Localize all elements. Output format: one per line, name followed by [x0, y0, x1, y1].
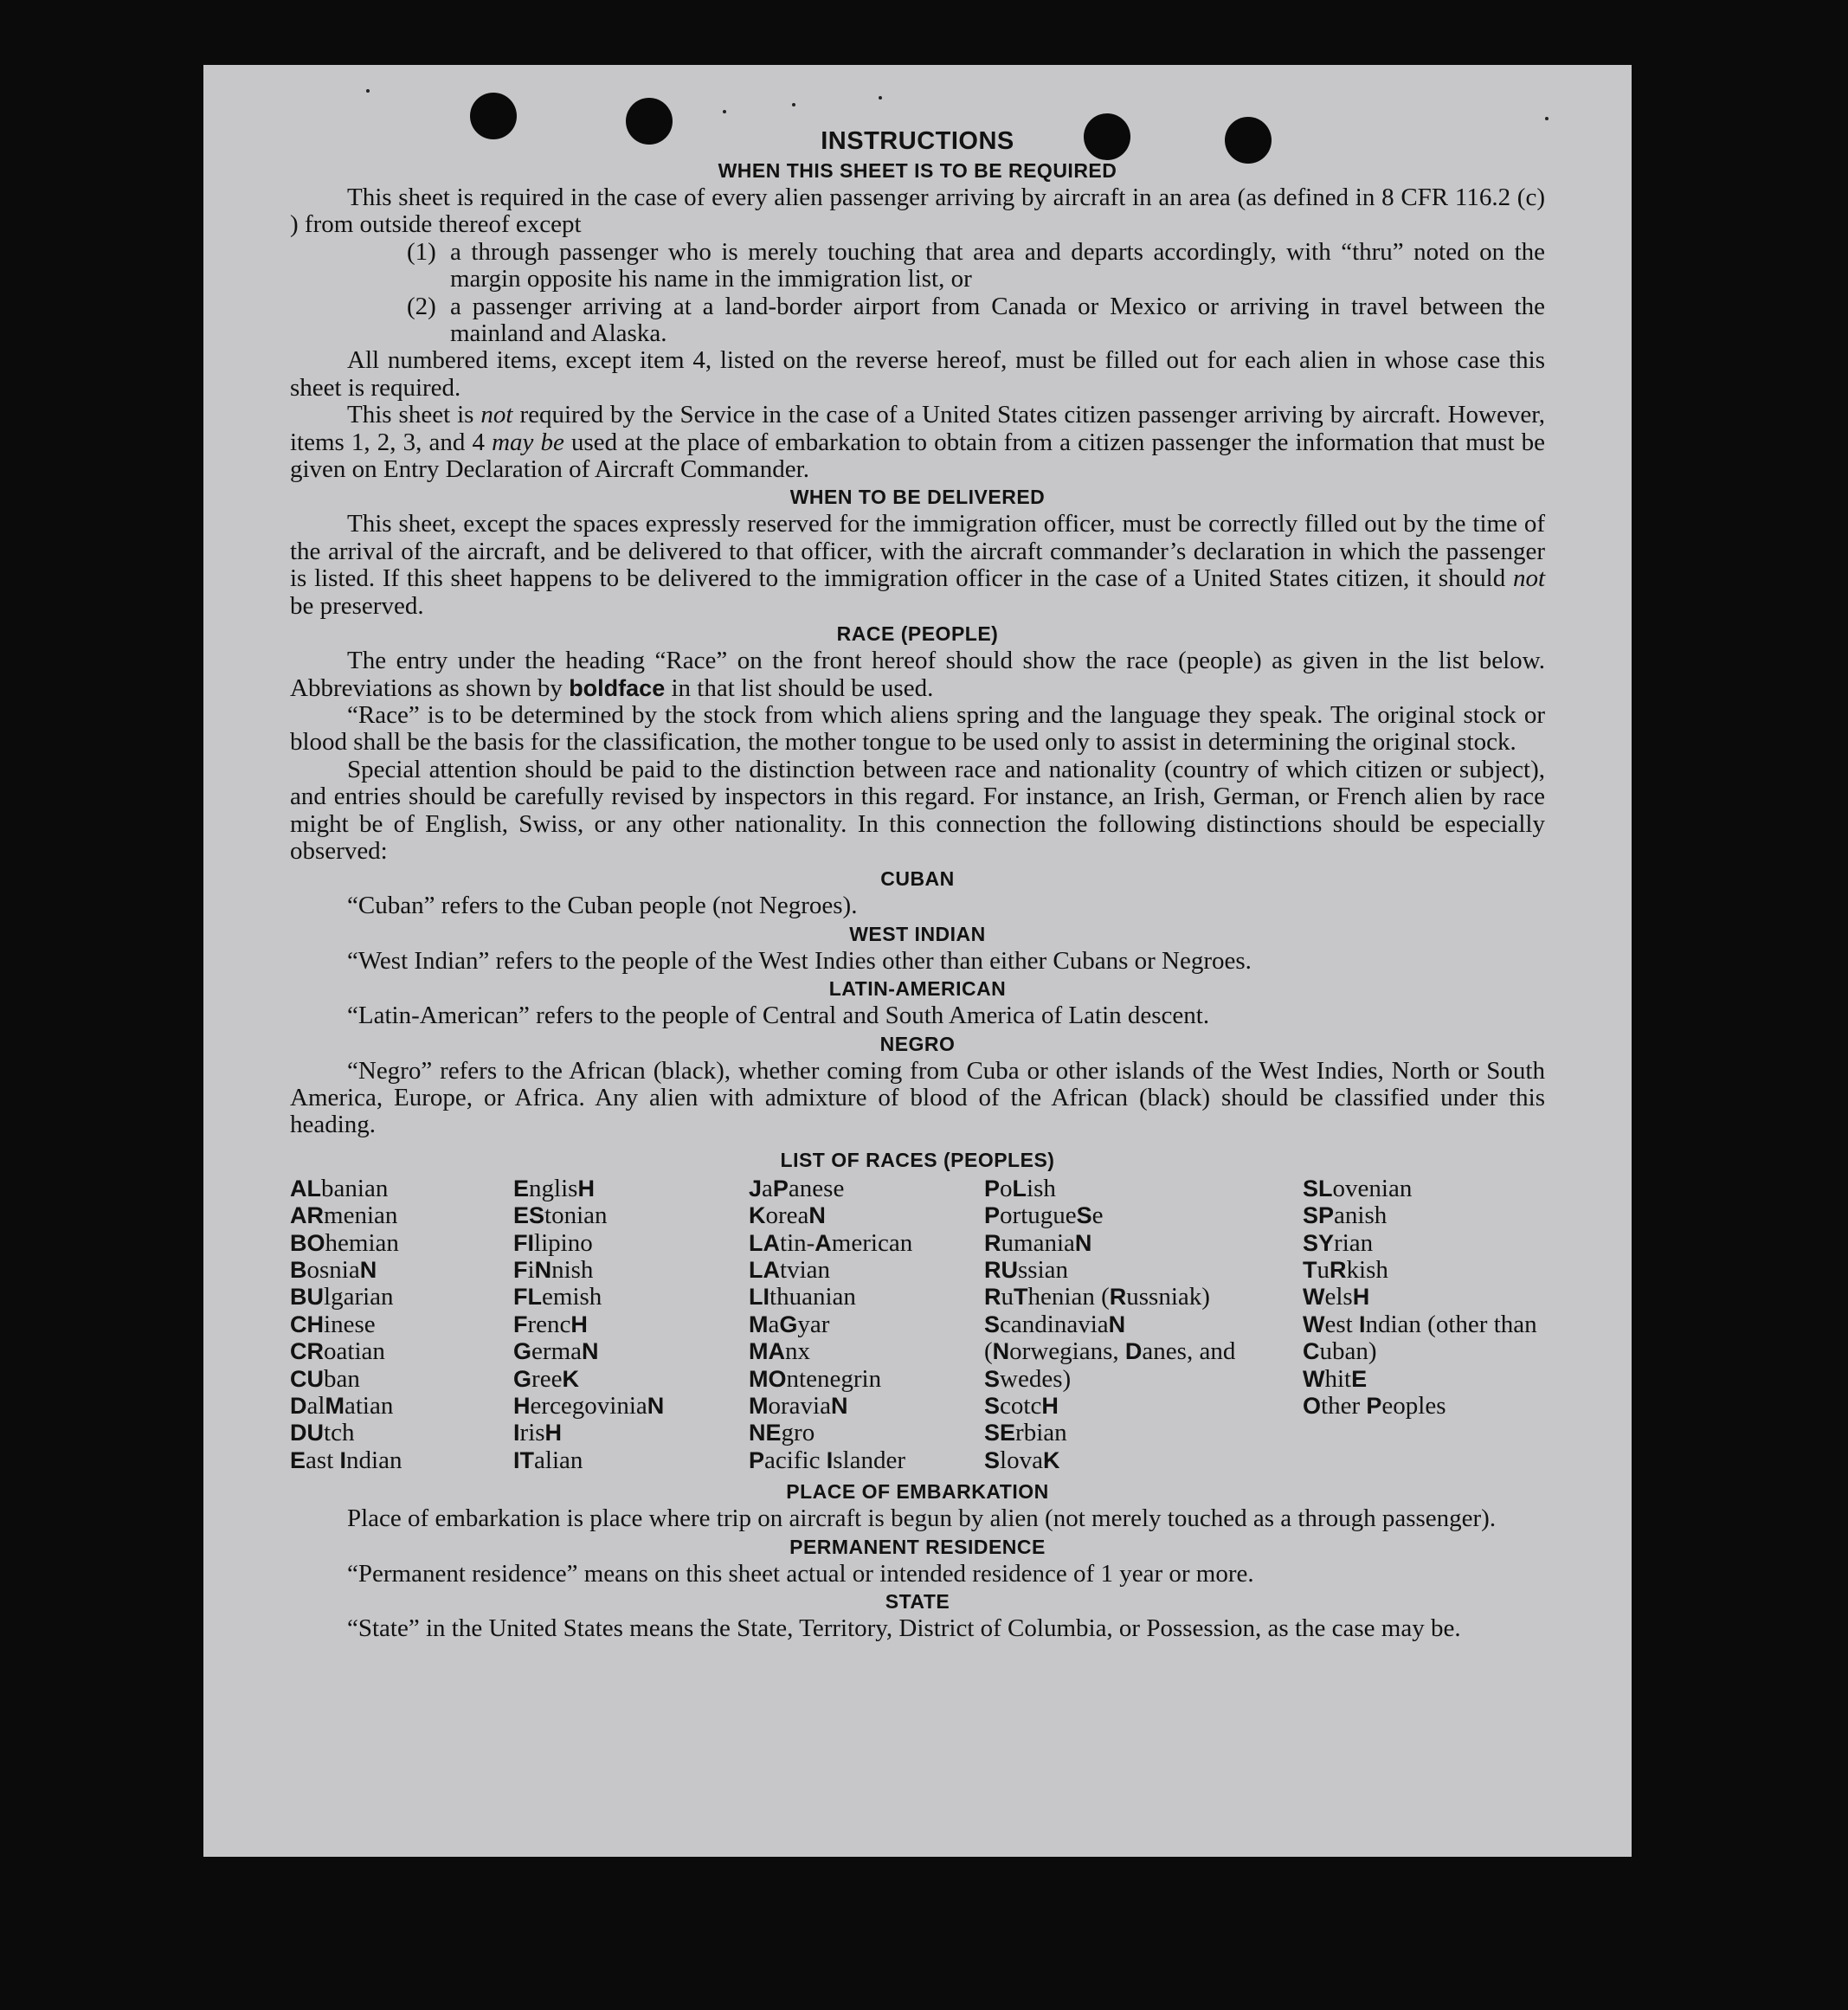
page-title: INSTRUCTIONS [821, 127, 1014, 155]
text-run: The entry under the heading “Race” on the front hereof should show the race (people) as given in the list below. Abbreviations as shown by [290, 647, 1545, 702]
race-item: FiNnish [513, 1256, 594, 1284]
race-item: SYrian [1303, 1228, 1374, 1257]
race-item: EStonian [513, 1201, 608, 1230]
heading-west-indian: WEST INDIAN [849, 922, 986, 945]
text-run: required by the Service in the case of a United States citizen passenger arriving by aircraft. However, items 1, 2, 3, and 4 [290, 401, 1545, 456]
race-item: CHinese [290, 1310, 376, 1338]
race-item: FLemish [513, 1283, 602, 1311]
race-item: East Indian [290, 1446, 402, 1474]
race-item: BosniaN [290, 1256, 377, 1284]
speck [723, 110, 726, 113]
race-item: LAtvian [749, 1256, 830, 1284]
race-item: RUssian [984, 1256, 1069, 1284]
speck [366, 89, 370, 93]
list-item [407, 239, 1545, 293]
race-item: CRoatian [290, 1337, 385, 1366]
race-item: SPanish [1303, 1201, 1388, 1230]
boldface-text: boldface [569, 674, 666, 701]
race-item: MOntenegrin [749, 1364, 882, 1393]
race-item: DUtch [290, 1419, 355, 1447]
exception-list [407, 239, 1545, 348]
emphasis-text: may be [492, 428, 564, 456]
text-run: in that list should be used. [665, 673, 934, 702]
race-item: SErbian [984, 1419, 1067, 1447]
race-item: KoreaN [749, 1201, 826, 1230]
race-item: PortugueSe [984, 1201, 1104, 1230]
race-item: ScandinaviaN (Norwegians, Danes, and Swedes) [984, 1310, 1236, 1393]
race-column [513, 1176, 749, 1474]
emphasis-text: not [1512, 564, 1545, 593]
item-number: (1) [407, 237, 436, 266]
race-item: ALbanian [290, 1174, 389, 1202]
race-item: ScotcH [984, 1392, 1059, 1421]
paragraph-latin-american: “Latin-American” refers to the people of Central and South America of Latin descent. [347, 1002, 1210, 1030]
heading-state: STATE [885, 1590, 950, 1614]
race-item: RumaniaN [984, 1228, 1092, 1257]
heading-place-of-embarkation: PLACE OF EMBARKATION [786, 1480, 1049, 1504]
race-item: FrencH [513, 1310, 588, 1338]
heading-when-delivered: WHEN TO BE DELIVERED [789, 486, 1046, 509]
race-column [1303, 1176, 1545, 1474]
heading-race: RACE (PEOPLE) [836, 622, 999, 646]
emphasis-text: not [480, 401, 513, 429]
race-list [290, 1176, 1545, 1474]
race-item: IrisH [513, 1419, 563, 1447]
race-column [749, 1176, 984, 1474]
paragraph-race-stock: “Race” is to be determined by the stock from which aliens spring and the language they speak. The original stock or blood shall be the basis for the classification, the mother tongue to be used only to assist in determining the original stock. [290, 700, 1545, 757]
text-run: This sheet, except the spaces expressly reserved for the immigration officer, must be correctly filled out by the time of the arrival of the aircraft, and be delivered to that officer, with the aircraft commander’s declaration in which the passenger is listed. If this sheet happens to be delivered to the immigration officer in the case of a United States citizen, it should [290, 510, 1545, 593]
paragraph-permanent-residence: “Permanent residence” means on this sheet actual or intended residence of 1 year or more. [347, 1559, 1254, 1588]
paragraph-west-indian: “West Indian” refers to the people of the West Indies other than either Cubans or Negroes. [347, 946, 1252, 975]
item-text: a through passenger who is merely touching that area and departs accordingly, with “thru” noted on the margin opposite his name in the immigration list, or [450, 237, 1545, 293]
heading-when-required: WHEN THIS SHEET IS TO BE REQUIRED [718, 159, 1117, 182]
race-item: WhitE [1303, 1364, 1368, 1393]
list-item [407, 293, 1545, 348]
paragraph-negro: “Negro” refers to the African (black), whether coming from Cuba or other islands of the West Indies, North or South America, Europe, or Africa. Any alien with admixture of blood of the African (black) should be classified under this heading. [290, 1056, 1545, 1139]
paragraph-citizen [290, 402, 1545, 483]
item-number: (2) [407, 292, 436, 320]
race-item: NEgro [749, 1419, 815, 1447]
race-item: BOhemian [290, 1228, 399, 1257]
race-item: ARmenian [290, 1201, 398, 1230]
heading-negro: NEGRO [879, 1032, 956, 1055]
race-item: SlovaK [984, 1446, 1060, 1474]
speck [879, 96, 882, 100]
speck [792, 103, 795, 106]
race-column [290, 1176, 513, 1474]
race-item: TuRkish [1303, 1256, 1388, 1284]
race-item: EnglisH [513, 1174, 595, 1202]
race-item: Other Peoples [1303, 1392, 1446, 1421]
text-run: be preserved. [290, 591, 424, 620]
paragraph-numbered-items: All numbered items, except item 4, listed on the reverse hereof, must be filled out for each alien in whose case this sheet is required. [290, 346, 1545, 402]
paragraph-embarkation: Place of embarkation is place where trip on aircraft is begun by alien (not merely touched as a through passenger). [347, 1504, 1497, 1533]
item-text: a passenger arriving at a land-border airport from Canada or Mexico or arriving in travel between the mainland and Alaska. [450, 292, 1545, 348]
race-item: LAtin-American [749, 1228, 913, 1257]
race-item: JaPanese [749, 1174, 845, 1202]
race-item: MAnx [749, 1337, 810, 1366]
race-item: Pacific Islander [749, 1446, 905, 1474]
race-item: DalMatian [290, 1392, 394, 1421]
paragraph-delivered [290, 511, 1545, 620]
race-item: WelsH [1303, 1283, 1370, 1311]
race-item: GermaN [513, 1337, 599, 1366]
race-item: ITalian [513, 1446, 583, 1474]
paragraph-race-nationality: Special attention should be paid to the distinction between race and nationality (country of which citizen or subject), and entries should be carefully revised by inspectors in this regard. For instance, an Irish, German, or French alien by race might be of English, Swiss, or any other nationality. In this connection the following distinctions should be especially observed: [290, 755, 1545, 865]
race-item: CUban [290, 1364, 360, 1393]
heading-permanent-residence: PERMANENT RESIDENCE [789, 1535, 1046, 1558]
race-item: MoraviaN [749, 1392, 848, 1421]
race-item: SLovenian [1303, 1174, 1413, 1202]
document-sheet [203, 65, 1632, 1857]
race-item: RuThenian (Russniak) [984, 1283, 1210, 1311]
race-item: LIthuanian [749, 1283, 856, 1311]
race-item: BUlgarian [290, 1283, 394, 1311]
instructions-body [290, 126, 1545, 1642]
paragraph-race-entry [290, 647, 1545, 702]
paragraph-required: This sheet is required in the case of every alien passenger arriving by aircraft in an area (as defined in 8 CFR 116.2 (c) ) from outside thereof except [290, 184, 1545, 239]
heading-cuban: CUBAN [880, 867, 955, 891]
speck [1545, 117, 1549, 120]
race-item: MaGyar [749, 1310, 830, 1338]
paragraph-cuban: “Cuban” refers to the Cuban people (not Negroes). [347, 892, 858, 920]
race-item: West Indian (other than Cuban) [1303, 1310, 1537, 1366]
heading-latin-american: LATIN-AMERICAN [828, 977, 1007, 1001]
race-item: HercegoviniaN [513, 1392, 665, 1421]
heading-list-of-races: LIST OF RACES (PEOPLES) [780, 1148, 1055, 1171]
race-column [984, 1176, 1303, 1474]
text-run: This sheet is [347, 401, 481, 429]
race-item: GreeK [513, 1364, 579, 1393]
race-item: FIlipino [513, 1228, 593, 1257]
race-item: PoLish [984, 1174, 1056, 1202]
text-run: used at the place of embarkation to obtain from a citizen passenger the information that must be given on Entry Declaration of Aircraft Commander. [290, 428, 1545, 484]
paragraph-state: “State” in the United States means the State, Territory, District of Columbia, or Possession, as the case may be. [347, 1614, 1461, 1643]
